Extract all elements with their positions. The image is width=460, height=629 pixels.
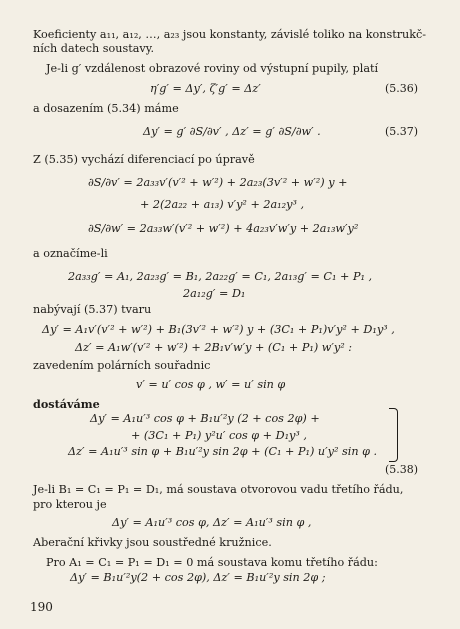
equation-line: Δy′ = B₁u′²y(2 + cos 2φ), Δz′ = B₁u′²y sin 2φ ; (70, 571, 326, 584)
equation-line: v′ = u′ cos φ , w′ = u′ sin φ (136, 378, 286, 391)
text-line: zavedením polárních souřadnic (33, 359, 211, 372)
equation-number: (5.38) (385, 463, 419, 476)
text-line: Koeficienty a₁₁, a₁₂, …, a₂₃ jsou konstanty, závislé toliko na konstrukč- (33, 28, 427, 41)
equation-line: + 2(2a₂₂ + a₁₃) v′y² + 2a₁₂y³ , (140, 198, 305, 211)
equation-line: + (3C₁ + P₁) y²u′ cos φ + D₁y³ , (131, 429, 307, 442)
equation-line: ∂S/∂w′ = 2a₃₃w′(v′² + w′²) + 4a₂₃v′w′y + 2a₁₃w′y² (88, 222, 359, 235)
text-line: ních datech soustavy. (33, 42, 155, 55)
equation-line: Δy′ = A₁v′(v′² + w′²) + B₁(3v′² + w′²) y + (3C₁ + P₁)v′y² + D₁y³ , (42, 323, 395, 336)
text-line: Pro A₁ = C₁ = P₁ = D₁ = 0 má soustava komu třetího řádu: (46, 556, 378, 569)
equation-line: ∂S/∂v′ = 2a₃₃v′(v′² + w′²) + 2a₂₃(3v′² + w′²) y + (88, 176, 348, 189)
text-line: Je-li g′ vzdálenost obrazové roviny od výstupní pupily, platí (46, 62, 379, 75)
equation-5-36: η′g′ = Δy′, ζ′g′ = Δz′ (150, 82, 261, 95)
equation-line: 2a₁₂g′ = D₁ (183, 287, 246, 300)
text-line: Z (5.35) vychází diferenciací po úpravě (33, 153, 255, 166)
equation-number: (5.37) (385, 125, 419, 138)
right-brace (389, 408, 398, 462)
equation-line: Δy′ = A₁u′³ cos φ, Δz′ = A₁u′³ sin φ , (112, 516, 312, 529)
text-line: a dosazením (5.34) máme (33, 102, 179, 115)
equation-line: 2a₃₃g′ = A₁, 2a₂₃g′ = B₁, 2a₂₂g′ = C₁, 2a₁₃g′ = C₁ + P₁ , (68, 270, 373, 283)
text-line: dostáváme (33, 397, 100, 411)
text-line: Je-li B₁ = C₁ = P₁ = D₁, má soustava otvorovou vadu třetího řádu, (33, 483, 404, 496)
equation-number: (5.36) (385, 82, 419, 95)
text-line: a označíme-li (33, 247, 108, 260)
text-line: Aberační křivky jsou soustředné kružnice. (33, 536, 272, 549)
text-line: pro kterou je (33, 498, 107, 511)
equation-line: Δz′ = A₁w′(v′² + w′²) + 2B₁v′w′y + (C₁ + P₁) w′y² : (75, 341, 353, 354)
equation-line: Δz′ = A₁u′³ sin φ + B₁u′²y sin 2φ + (C₁ + P₁) u′y² sin φ . (68, 445, 378, 458)
equation-5-37: Δy′ = g′ ∂S/∂v′ , Δz′ = g′ ∂S/∂w′ . (143, 125, 321, 138)
page-number: 190 (30, 600, 53, 614)
text-line: nabývají (5.37) tvaru (33, 303, 152, 316)
equation-line: Δy′ = A₁u′³ cos φ + B₁u′²y (2 + cos 2φ) + (90, 412, 320, 425)
